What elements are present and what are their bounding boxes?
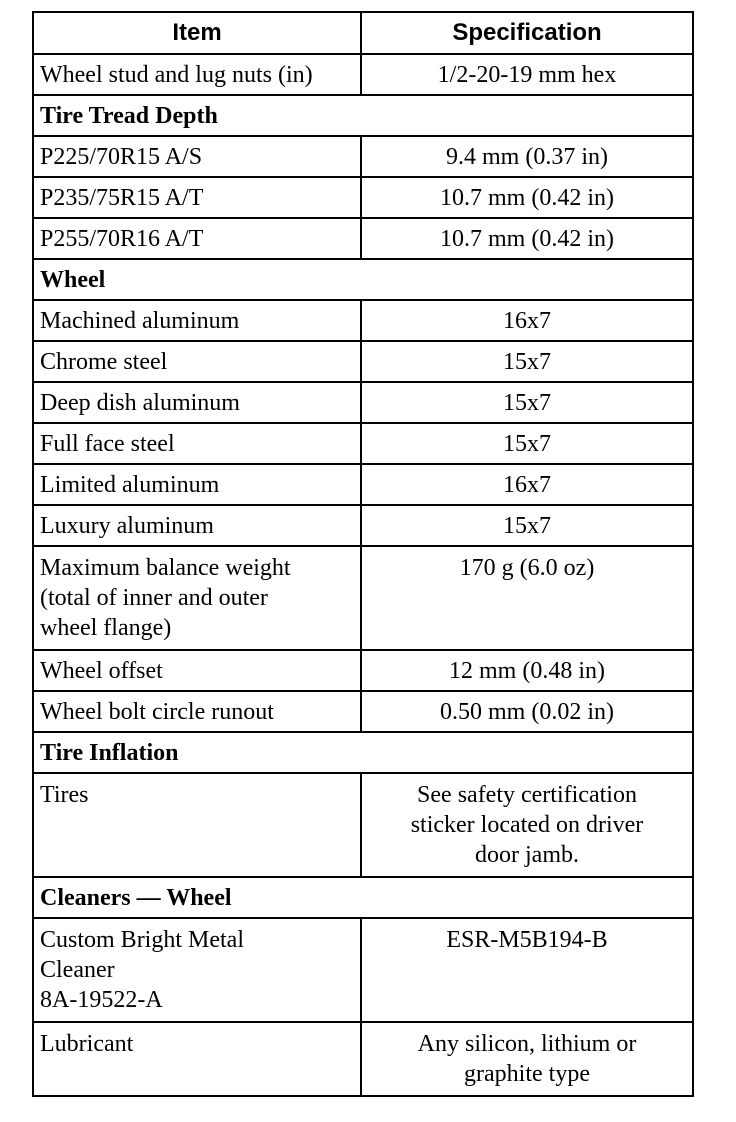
spec-cell: 1/2-20-19 mm hex: [361, 54, 693, 95]
spec-cell: 16x7: [361, 300, 693, 341]
item-cell: Limited aluminum: [33, 464, 361, 505]
item-line: (total of inner and outer: [40, 585, 268, 611]
section-title: Cleaners — Wheel: [33, 877, 693, 918]
item-cell: Chrome steel: [33, 341, 361, 382]
section-row-tread-depth: [33, 95, 693, 136]
item-cell: [33, 546, 361, 650]
spec-cell: 10.7 mm (0.42 in): [361, 177, 693, 218]
table-row: [33, 177, 693, 218]
spec-cell: 9.4 mm (0.37 in): [361, 136, 693, 177]
section-title: Tire Tread Depth: [33, 95, 693, 136]
spec-cell: 12 mm (0.48 in): [361, 650, 693, 691]
spec-cell: 10.7 mm (0.42 in): [361, 218, 693, 259]
spec-cell: 170 g (6.0 oz): [361, 546, 693, 650]
table-row: [33, 918, 693, 1022]
table-row: [33, 691, 693, 732]
table-row: [33, 423, 693, 464]
spec-cell: 15x7: [361, 423, 693, 464]
item-line: 8A-19522-A: [40, 987, 163, 1013]
table-row: [33, 505, 693, 546]
section-title: Wheel: [33, 259, 693, 300]
spec-cell: ESR-M5B194-B: [361, 918, 693, 1022]
spec-cell: 15x7: [361, 505, 693, 546]
table-row: [33, 650, 693, 691]
spec-cell: [361, 773, 693, 877]
spec-line: Any silicon, lithium or: [417, 1031, 637, 1057]
item-cell: P235/75R15 A/T: [33, 177, 361, 218]
item-line: Cleaner: [40, 957, 115, 983]
item-cell: [33, 918, 361, 1022]
table-row: [33, 300, 693, 341]
table-row: [33, 382, 693, 423]
spec-cell: 15x7: [361, 382, 693, 423]
item-cell: Deep dish aluminum: [33, 382, 361, 423]
section-row-cleaners: [33, 877, 693, 918]
header-specification: Specification: [361, 12, 693, 54]
item-cell: Machined aluminum: [33, 300, 361, 341]
item-cell: P255/70R16 A/T: [33, 218, 361, 259]
section-title: Tire Inflation: [33, 732, 693, 773]
specification-table: [32, 11, 694, 1097]
section-row-wheel: [33, 259, 693, 300]
spec-cell: [361, 1022, 693, 1096]
table-row: [33, 218, 693, 259]
table-row: [33, 1022, 693, 1096]
item-cell: Lubricant: [33, 1022, 361, 1096]
item-line: Maximum balance weight: [40, 555, 291, 581]
item-cell: Full face steel: [33, 423, 361, 464]
item-cell: P225/70R15 A/S: [33, 136, 361, 177]
item-line: wheel flange): [40, 615, 172, 641]
item-cell: Wheel stud and lug nuts (in): [33, 54, 361, 95]
table-row: [33, 464, 693, 505]
table-row: [33, 341, 693, 382]
header-item: Item: [33, 12, 361, 54]
spec-line: graphite type: [464, 1061, 590, 1087]
spec-cell: 15x7: [361, 341, 693, 382]
spec-line: See safety certification: [417, 782, 637, 808]
table-row: [33, 773, 693, 877]
spec-cell: 16x7: [361, 464, 693, 505]
spec-line: door jamb.: [475, 842, 579, 868]
spec-line: sticker located on driver: [410, 812, 644, 838]
header-row: [33, 12, 693, 54]
item-cell: Luxury aluminum: [33, 505, 361, 546]
item-cell: Wheel bolt circle runout: [33, 691, 361, 732]
item-cell: Wheel offset: [33, 650, 361, 691]
section-row-tire-inflation: [33, 732, 693, 773]
table-row: [33, 136, 693, 177]
table-row: [33, 54, 693, 95]
spec-cell: 0.50 mm (0.02 in): [361, 691, 693, 732]
item-line: Custom Bright Metal: [40, 927, 244, 953]
table-row: [33, 546, 693, 650]
item-cell: Tires: [33, 773, 361, 877]
